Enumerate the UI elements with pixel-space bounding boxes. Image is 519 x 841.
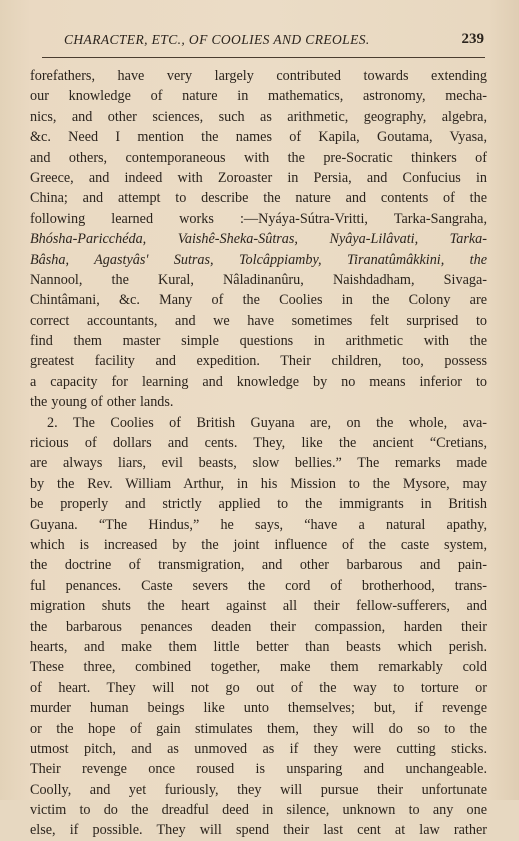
body-text [30,66,487,841]
text-line: following learned works :—Nyáya-Sútra-Vritti, Tarka-Sangraha, [30,210,487,227]
text-line: Greece, and indeed with Zoroaster in Persia, and Confucius in [30,169,487,186]
text-line: victim to do the dreadful deed in silence, unknown to any one [30,802,487,819]
text-line: a capacity for learning and knowledge by no means inferior to [30,373,487,390]
text-line: the doctrine of transmigration, and other barbarous and pain- [30,557,487,574]
text-line: and others, contemporaneous with the pre-Socratic thinkers of [30,149,487,166]
text-line: or the hope of gain stimulates them, they will do so to the [30,720,487,737]
text-line: migration shuts the heart against all their fellow-sufferers, and [30,598,487,615]
text-line: the young of other lands. [30,394,174,411]
running-head: CHARACTER, ETC., OF COOLIES AND CREOLES. [64,32,370,47]
text-line: hearts, and make them little better than beasts which perish. [30,638,487,655]
text-line: Their revenge once roused is unsparing and unchangeable. [30,761,487,778]
text-line: ricious of dollars and cents. They, like the ancient “Cretians, [30,435,487,452]
text-line: else, if possible. They will spend their last cent at law rather [30,822,487,839]
header-rule [42,57,485,58]
text-line: China; and attempt to describe the nature and contents of the [30,190,487,207]
text-line: 2. The Coolies of British Guyana are, on the whole, ava- [47,414,487,431]
text-line: forefathers, have very largely contributed towards extending [30,68,487,84]
text-line: Bhósha-Paricchéda, Vaishê-Sheka-Sûtras, Nyâya-Lilâvati, Tarka- [30,231,487,248]
text-line: Guyana. “The Hindus,” he says, “have a natural apathy, [30,516,487,533]
text-line: Coolly, and yet furiously, they will pursue their unfortunate [30,781,487,798]
text-line: the barbarous penances deaden their compassion, harden their [30,618,487,635]
text-line: nics, and other sciences, such as arithmetic, geography, algebra, [30,108,487,125]
text-line: Bâsha, Agastyâs' Sutras, Tolcâppiamby, Tiranatûmâkkini, the [30,251,487,268]
text-line: be properly and strictly applied to the immigrants in British [30,496,487,513]
text-line: correct accountants, and we have sometimes felt surprised to [30,312,487,329]
text-line: utmost pitch, and as unmoved as if they were cutting sticks. [30,740,487,757]
text-line: find them master simple questions in arithmetic with the [30,333,487,350]
text-line: which is increased by the joint influence of the caste system, [30,536,487,553]
text-line: These three, combined together, make them remarkably cold [30,659,487,676]
text-line: our knowledge of nature in mathematics, astronomy, mecha- [30,88,487,105]
text-line: greatest facility and expedition. Their children, too, possess [30,353,487,370]
text-line: Chintâmani, &c. Many of the Coolies in the Colony are [30,292,487,309]
text-line: &c. Need I mention the names of Kapila, Goutama, Vyasa, [30,129,487,146]
text-line: by the Rev. William Arthur, in his Mission to the Mysore, may [30,475,487,492]
text-line: of heart. They will not go out of the way to torture or [30,679,487,696]
text-line: ful penances. Caste severs the cord of brotherhood, trans- [30,577,487,594]
text-line: Nannool, the Kural, Nâladinanûru, Naishdadham, Sivaga- [30,271,487,288]
page-number: 239 [461,31,484,47]
text-line: murder human beings like unto themselves; but, if revenge [30,700,487,717]
text-line: are always liars, evil beasts, slow bellies.” The remarks made [30,455,487,472]
page-header [0,32,519,54]
